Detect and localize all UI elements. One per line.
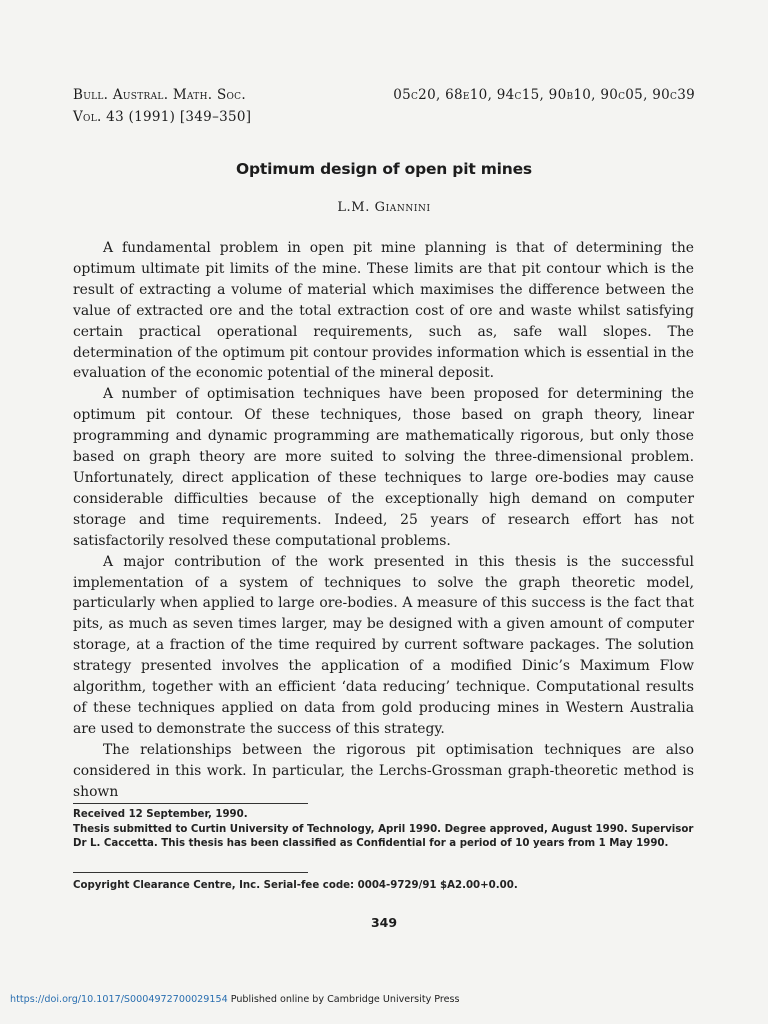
- journal-name: Bull. Austral. Math. Soc.: [73, 87, 246, 103]
- doi-footer: [10, 994, 460, 1005]
- abstract-body: [73, 238, 694, 802]
- footnote-divider: [73, 803, 308, 804]
- received-date: Received 12 September, 1990.: [73, 809, 248, 820]
- thesis-note: Thesis submitted to Curtin University of Technology, April 1990. Degree approved, August 1990. Supervisor Dr L. Caccetta. This thesis has been classified as Confidential for a period of 10 years from 1 May 1990.: [73, 823, 694, 849]
- paragraph: A major contribution of the work presented in this thesis is the successful implementation of a system of techniques to solve the graph theoretic model, particularly when applied to large ore-bodies. A measure of this success is the fact that pits, as much as seven times larger, may be designed with a given amount of computer storage, at a fraction of the time required by current software packages. The solution strategy presented involves the application of a modified Dinic’s Maximum Flow algorithm, together with an efficient ‘data reducing’ technique. Computational results of these techniques applied on data from gold producing mines in Western Australia are used to demonstrate the success of this strategy.: [73, 553, 694, 737]
- subject-classification: 05c20, 68e10, 94c15, 90b10, 90c05, 90c39: [393, 87, 695, 103]
- page-number: 349: [370, 915, 398, 930]
- paper-title: Optimum design of open pit mines: [236, 160, 532, 178]
- doi-link[interactable]: https://doi.org/10.1017/S0004972700029154: [10, 994, 228, 1005]
- paragraph: The relationships between the rigorous pit optimisation techniques are also considered in this work. In particular, the Lerchs-Grossman graph-theoretic method is shown: [73, 741, 694, 800]
- footnote-block: [73, 808, 696, 852]
- journal-citation: [73, 84, 251, 128]
- journal-volume: Vol. 43 (1991) [349–350]: [73, 109, 252, 125]
- copyright-divider: [73, 872, 308, 873]
- copyright-line: Copyright Clearance Centre, Inc. Serial-fee code: 0004-9729/91 $A2.00+0.00.: [73, 880, 518, 891]
- paragraph: A number of optimisation techniques have been proposed for determining the optimum pit contour. Of these techniques, those based on graph theory, linear programming and dynamic programming are mathematically rigorous, but only those based on graph theory are more suited to solving the three-dimensional problem. Unfortunately, direct application of these techniques to large ore-bodies may cause considerable difficulties because of the exceptionally high demand on computer storage and time requirements. Indeed, 25 years of research effort has not satisfactorily resolved these computational problems.: [73, 386, 694, 549]
- paper-author: L.M. Giannini: [337, 200, 431, 215]
- paragraph: A fundamental problem in open pit mine planning is that of determining the optimum ultimate pit limits of the mine. These limits are that pit contour which is the result of extracting a volume of material which maximises the difference between the value of extracted ore and the total extraction cost of ore and waste whilst satisfying certain practical operational requirements, such as, safe wall slopes. The determination of the optimum pit contour provides information which is essential in the evaluation of the economic potential of the mineral deposit.: [73, 240, 694, 382]
- published-online-text: Published online by Cambridge University Press: [227, 994, 460, 1005]
